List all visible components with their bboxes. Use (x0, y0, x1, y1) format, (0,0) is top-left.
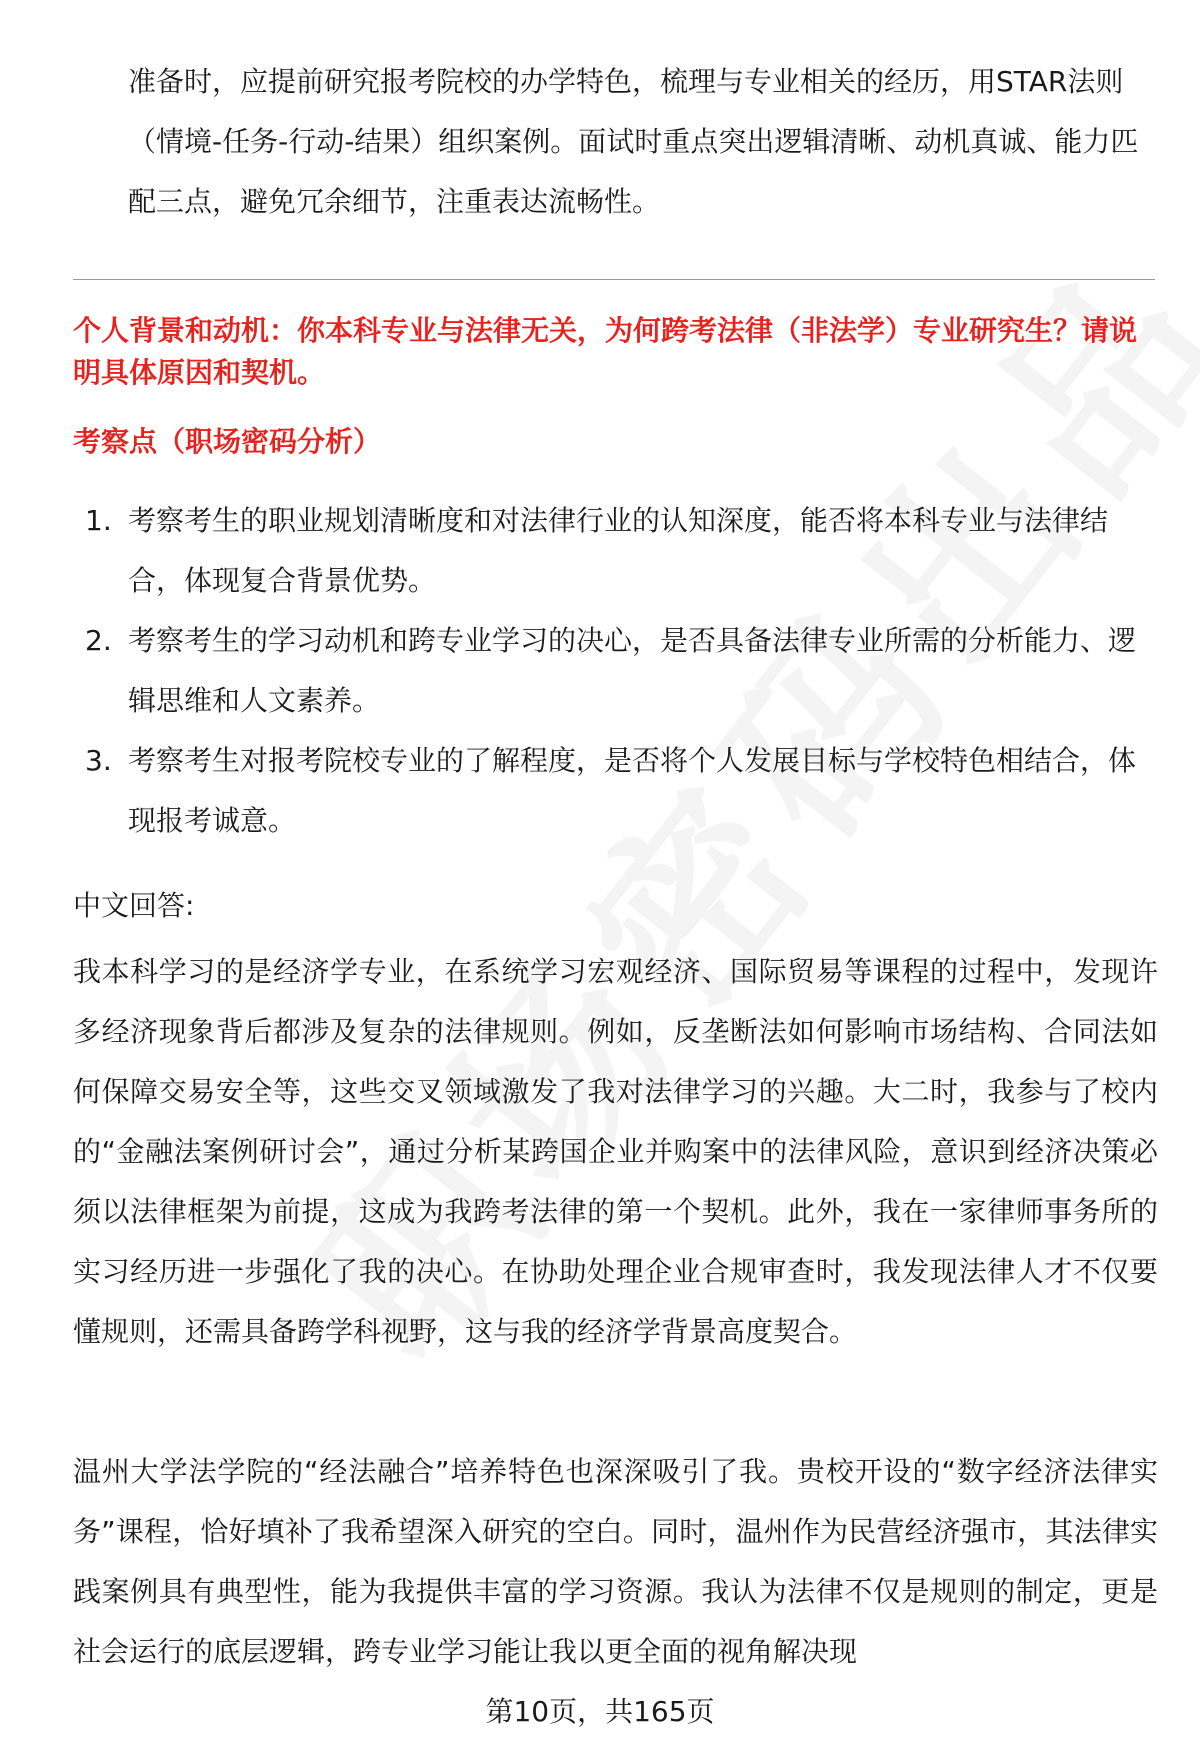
page-footer: 第10页，共165页 (485, 1695, 715, 1728)
assessment-point (73, 491, 1158, 611)
answer-paragraph: 我本科学习的是经济学专业，在系统学习宏观经济、国际贸易等课程的过程中，发现许多经济现象背后都涉及复杂的法律规则。例如，反垄断法如何影响市场结构、合同法如何保障交易安全等，这些交叉领域激发了我对法律学习的兴趣。大二时，我参与了校内的“金融法案例研讨会”，通过分析某跨国企业并购案中的法律风险，意识到经济决策必须以法律框架为前提，这成为我跨考法律的第一个契机。此外，我在一家律师事务所的实习经历进一步强化了我的决心。在协助处理企业合规审查时，我发现法律人才不仅要懂规则，还需具备跨学科视野，这与我的经济学背景高度契合。 (73, 955, 1158, 1348)
point-text: 考察考生的职业规划清晰度和对法律行业的认知深度，能否将本科专业与法律结合，体现复合背景优势。 (128, 504, 1109, 597)
point-text: 考察考生对报考院校专业的了解程度，是否将个人发展目标与学校特色相结合，体现报考诚意。 (128, 744, 1137, 837)
intro-paragraph: 准备时，应提前研究报考院校的办学特色，梳理与专业相关的经历，用STAR法则（情境-任务-行动-结果）组织案例。面试时重点突出逻辑清晰、动机真诚、能力匹配三点，避免冗余细节，注重表达流畅性。 (128, 65, 1139, 218)
interview-question: 个人背景和动机：你本科专业与法律无关，为何跨考法律（非法学）专业研究生？请说明具体原因和契机。 (73, 314, 1138, 389)
point-number: 3. (85, 744, 112, 777)
answer-label: 中文回答: (73, 889, 195, 922)
assessment-points-list (73, 491, 1158, 851)
assessment-point (73, 611, 1158, 731)
assessment-point (73, 731, 1158, 851)
answer-paragraph: 温州大学法学院的“经法融合”培养特色也深深吸引了我。贵校开设的“数字经济法律实务”课程，恰好填补了我希望深入研究的空白。同时，温州作为民营经济强市，其法律实践案例具有典型性，能为我提供丰富的学习资源。我认为法律不仅是规则的制定，更是社会运行的底层逻辑，跨专业学习能让我以更全面的视角解决现 (73, 1455, 1158, 1668)
point-number: 1. (85, 504, 112, 537)
point-number: 2. (85, 624, 112, 657)
assessment-title: 考察点（职场密码分析） (73, 425, 382, 458)
point-text: 考察考生的学习动机和跨专业学习的决心，是否具备法律专业所需的分析能力、逻辑思维和人文素养。 (128, 624, 1137, 717)
section-divider (73, 279, 1155, 280)
